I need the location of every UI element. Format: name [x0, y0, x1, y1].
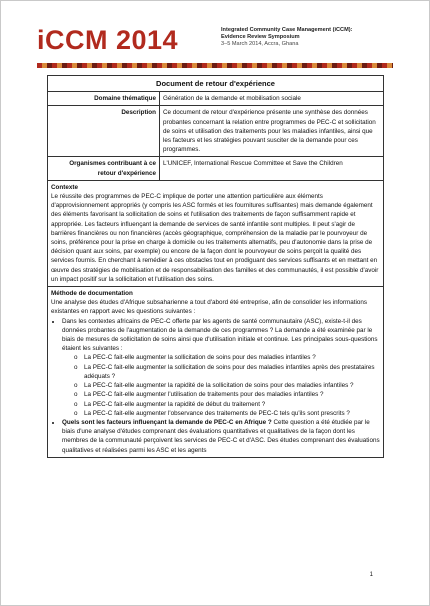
iccm-logo: iCCM 2014	[37, 25, 179, 55]
method-title: Méthode de documentation	[51, 290, 133, 298]
list-item	[62, 418, 380, 455]
bullet-2-question: Quels sont les facteurs influençant la demande de PEC-C en Afrique ?	[62, 418, 272, 426]
list-item: o La PEC-C fait-elle augmenter la rapidité de début du traitement ?	[74, 400, 266, 408]
sub-question-text: La PEC-C fait-elle augmenter la rapidité de début du traitement ?	[84, 400, 266, 408]
method-list	[51, 317, 380, 455]
sub-question-text: La PEC-C fait-elle augmenter la sollicitation de soins pour des maladies infantiles après des prestataires adéquats ?	[84, 363, 375, 380]
method-section	[48, 287, 384, 458]
list-item: o La PEC-C fait-elle augmenter la sollicitation de soins pour des maladies infantiles après des prestataires adéquats ?	[74, 363, 375, 380]
header-line-3: 3–5 March 2014, Accra, Ghana	[221, 41, 299, 47]
row-label-theme: Domaine thématique	[48, 92, 160, 106]
row-value-description: Ce document de retour d'expérience présente une synthèse des données probantes concernant la relation entre programmes de PEC-C et sollicitation de soins et utilisation des traitements pour les maladies infantiles, ainsi que les facteurs et les stratégies pouvant susciter de la demande pour ces programmes.	[160, 106, 384, 157]
list-item: o La PEC-C fait-elle augmenter l'utilisation de traitements pour des maladies infantiles ?	[74, 391, 324, 399]
row-value-organizations: L'UNICEF, International Rescue Committee et Save the Children	[160, 157, 384, 180]
bullet-2-text: Cette question a été étudiée par le biais d'une analyse d'études comprenant des évaluations quantitatives et qualitatives de la façon dont les membres de la communauté perçoivent les services de PEC-C et d'ASC. Des études comprenant des évaluations qualitatives et réalisées parmi les ASC et les agents	[62, 418, 380, 454]
sub-question-list	[62, 353, 380, 417]
sub-question-text: La PEC-C fait-elle augmenter l'utilisation de traitements pour des maladies infantiles ?	[84, 391, 324, 399]
header-line-1: Integrated Community Case Management (iCCM):	[221, 27, 353, 33]
list-item: o La PEC-C fait-elle augmenter l'observance des traitements de PEC-C tels qu'ils sont prescrits ?	[74, 409, 350, 417]
sub-question-text: La PEC-C fait-elle augmenter la sollicitation de soins pour des maladies infantiles ?	[84, 354, 316, 362]
context-body: Le réussite des programmes de PEC-C implique de porter une attention particulière aux éléments d'approvisionnement appropriés (y compris les ASC formés et les fournitures suffisantes) mais demande également des éléments favorisant la sollicitation de soins et l'utilisation des traitements de façon suffisamment rapide et appropriée. Les facteurs influençant la demande de services de santé infantile sont multiples. Il peut s'agir de barrières financières ou non financières (accès géographique, compréhension de la maladie par le pourvoyeur de soins, préférence pour la prise en charge à domicile ou les traitements alternatifs, peu d'autonomie dans la prise de décision quant aux soins, par exemple) ou encore de la façon dont le pourvoyeur de soins perçoit la qualité des services fournis. En cherchant à remédier à ces obstacles tout en prodiguant des services suffisants et en mettant en œuvre des stratégies de mobilisation et de responsabilisation des familles et des communautés, il est possible d'avoir un impact positif sur la sollicitation et l'utilisation des soins.	[51, 193, 379, 283]
header-line-2: Evidence Review Symposium	[221, 34, 300, 40]
decorative-divider	[37, 63, 393, 68]
method-intro: Une analyse des études d'Afrique subsaharienne a tout d'abord été entreprise, afin de consolider les informations existantes en rapport avec les questions suivantes :	[51, 299, 368, 316]
context-title: Contexte	[51, 183, 78, 191]
row-label-organizations: Organismes contribuant à ce retour d'expérience	[48, 157, 160, 180]
sub-question-text: La PEC-C fait-elle augmenter la rapidité de la sollicitation de soins pour des maladies infantiles ?	[84, 382, 354, 390]
document-title: Document de retour d'expérience	[48, 76, 384, 92]
document-table	[47, 75, 384, 458]
list-item: o La PEC-C fait-elle augmenter la rapidité de la sollicitation de soins pour des maladies infantiles ?	[74, 382, 354, 390]
header	[37, 21, 393, 59]
sub-question-text: La PEC-C fait-elle augmenter l'observance des traitements de PEC-C tels qu'ils sont prescrits ?	[84, 409, 350, 417]
row-label-description: Description	[48, 106, 160, 157]
context-section	[48, 180, 384, 286]
list-item: o La PEC-C fait-elle augmenter la sollicitation de soins pour des maladies infantiles ?	[74, 354, 316, 362]
row-value-theme: Génération de la demande et mobilisation sociale	[160, 92, 384, 106]
page-number: 1	[369, 572, 373, 578]
list-item	[62, 317, 380, 418]
header-info	[221, 27, 352, 48]
bullet-1-text: Dans les contextes africains de PEC-C offerte par les agents de santé communautaire (ASC), existe-t-il des données probantes de l'augmentation de la demande de ces programmes ? La demande a été examinée par le biais de mesures de sollicitation de soins ainsi que d'utilisation initiale et continue. Les principales sous-questions étaient les suivantes :	[62, 317, 378, 353]
